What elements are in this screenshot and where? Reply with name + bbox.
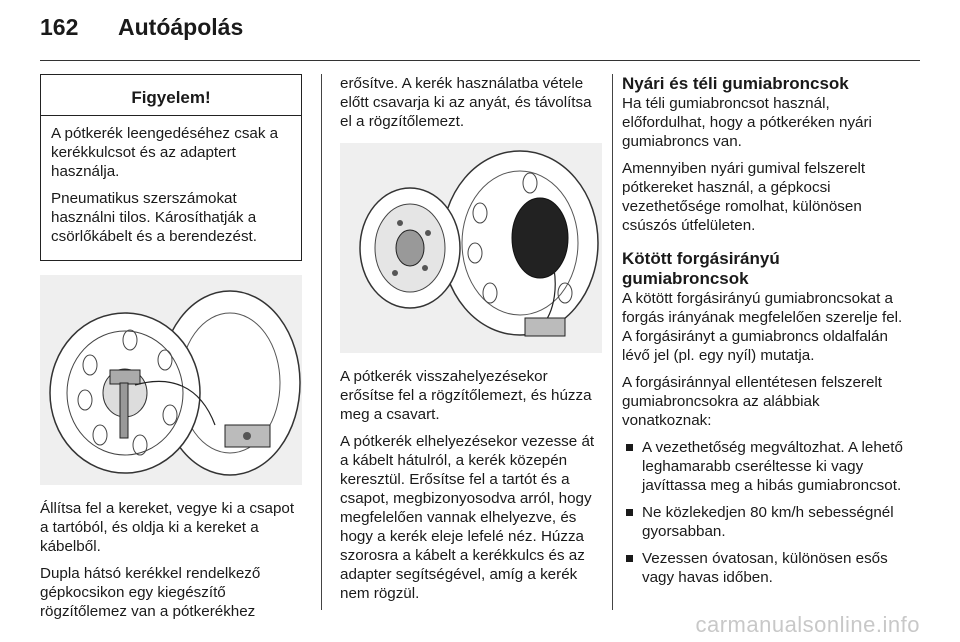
warning-paragraph-2: Pneumatikus szerszámokat használni tilos. Károsíthatják a csörlőkábelt és a berendezést.: [51, 190, 257, 245]
column-1: [40, 74, 302, 629]
column-separator-1: [321, 74, 322, 610]
header-rule: [40, 60, 920, 61]
heading-summer-winter-tyres: Nyári és téli gumiabroncsok: [622, 74, 849, 93]
paragraph-3: A kötött forgásirányú gumiabroncsokat a forgás irányának megfelelően szerelje fel. A forgásirányt a gumiabroncs oldalfalán lévő jel (pl. egy nyíl) mutatja.: [622, 290, 903, 364]
paragraph-4: A forgásiránnyal ellentétesen felszerelt gumiabroncsokra az alábbiak vonatkoznak:: [622, 374, 883, 429]
watermark: carmanualsonline.info: [695, 612, 920, 637]
paragraph-2: A pótkerék visszahelyezésekor erősítse fel a rögzítőlemezt, és húzza meg a csavart.: [340, 368, 592, 423]
paragraph-3: A pótkerék elhelyezésekor vezesse át a kábelt hátulról, a kerék közepén keresztül. Erősítse fel a tartót és a csapot, megbizonyosodva arról, hogy megfelelően vannak elhelyezve, és hogy a kerék eleje lefelé néz. Húzza szorosra a kábelt a kerékkulcs és az adapter segítségével, amíg a kerék nem rögzül.: [340, 433, 595, 602]
paragraph-2: Amennyiben nyári gumival felszerelt pótkereket használ, a gépkocsi vezethetősége romolhat, különösen csúszós útfelületen.: [622, 160, 866, 234]
section-title: Autóápolás: [118, 14, 244, 40]
column-separator-2: [612, 74, 613, 610]
spare-wheel-illustration-1: [40, 275, 302, 485]
wheel-drawing-1: [40, 275, 302, 485]
paragraph-2: Dupla hátsó kerékkel rendelkező gépkocsikon egy kiegészítő rögzítőlemez van a pótkerékhez: [40, 565, 261, 620]
page-header: [40, 14, 243, 41]
bullet-square-icon: [626, 555, 633, 562]
bullet-square-icon: [626, 509, 633, 516]
column-2: [340, 74, 602, 611]
page-number: 162: [40, 14, 79, 40]
column-3: [622, 74, 904, 595]
paragraph-continuation: erősítve. A kerék használatba vétele előtt csavarja ki az anyát, és távolítsa el a rögzítőlemezt.: [340, 75, 592, 130]
heading-directional-tyres: Kötött forgásirányú gumiabroncsok: [622, 249, 780, 288]
warning-title: Figyelem!: [41, 75, 301, 116]
wheel-drawing-2: [340, 143, 602, 353]
bullet-item: Ne közlekedjen 80 km/h sebességnél gyorsabban.: [622, 503, 904, 541]
paragraph-1: Ha téli gumiabroncsot használ, előfordulhat, hogy a pótkeréken nyári gumiabroncs van.: [622, 95, 872, 150]
bullet-item: A vezethetőség megváltozhat. A lehető leghamarabb cseréltesse ki vagy javíttassa meg a hibás gumiabroncsot.: [622, 438, 904, 495]
warning-paragraph-1: A pótkerék leengedéséhez csak a kerékkulcsot és az adaptert használja.: [51, 125, 279, 180]
paragraph-1: Állítsa fel a kereket, vegye ki a csapot a tartóból, és oldja ki a kereket a kábelből.: [40, 500, 295, 555]
bullet-item: Vezessen óvatosan, különösen esős vagy havas időben.: [622, 549, 904, 587]
spare-wheel-illustration-2: [340, 143, 602, 353]
bullet-square-icon: [626, 444, 633, 451]
warning-box: [40, 74, 302, 261]
